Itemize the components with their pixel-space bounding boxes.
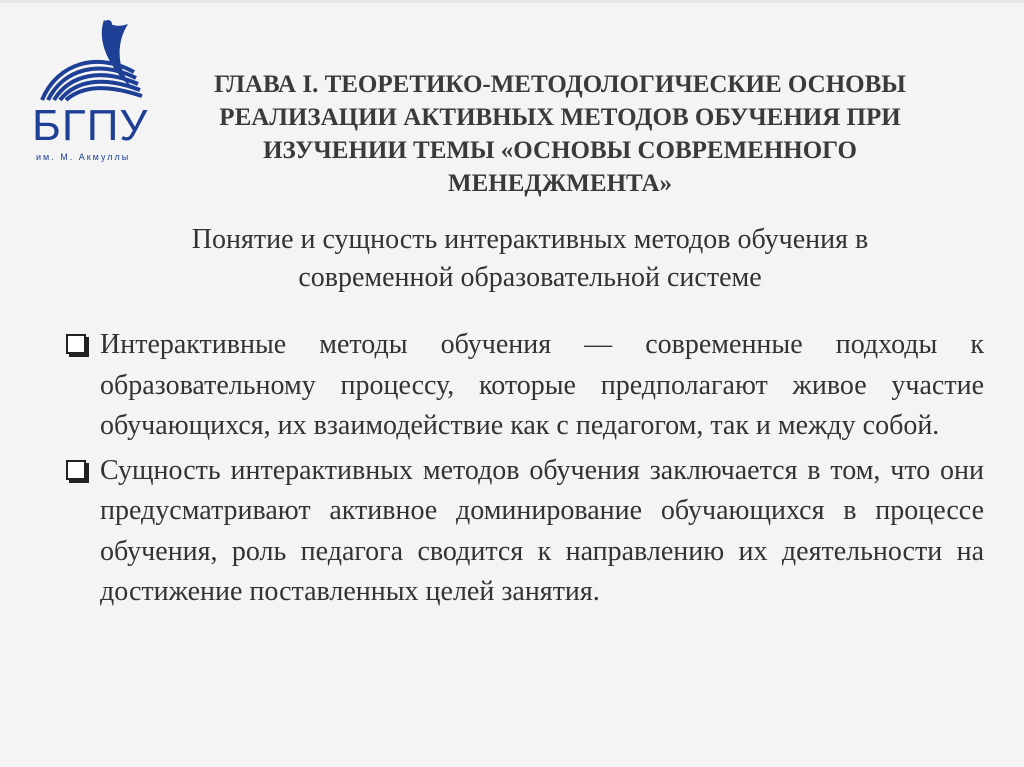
- logo-swoosh-icon: [18, 12, 168, 112]
- chapter-title-line: МЕНЕДЖМЕНТА»: [447, 170, 672, 197]
- subtitle-line: Понятие и сущность интерактивных методов обучения в: [191, 224, 869, 255]
- bullet-item: [62, 325, 984, 447]
- checkbox-bullet-icon: [66, 334, 86, 354]
- logo-subtitle: им. М. Акмуллы: [36, 152, 131, 162]
- subtitle-line: современной образовательной системе: [298, 262, 762, 293]
- bullet-list: [62, 325, 984, 617]
- chapter-title: [170, 68, 950, 200]
- slide-top-border: [0, 0, 1024, 3]
- chapter-title-line: ГЛАВА I. ТЕОРЕТИКО-МЕТОДОЛОГИЧЕСКИЕ ОСНОВЫ: [214, 71, 906, 98]
- bullet-item: [62, 451, 984, 613]
- university-logo: [18, 12, 168, 162]
- bullet-text: Сущность интерактивных методов обучения заключается в том, что они предусматривают активное доминирование обучающихся в процессе обучения, роль педагога сводится к направлению их деятельности на достижение поставленных целей занятия.: [100, 454, 984, 607]
- chapter-title-line: ИЗУЧЕНИИ ТЕМЫ «ОСНОВЫ СОВРЕМЕННОГО: [263, 137, 857, 164]
- checkbox-bullet-icon: [66, 460, 86, 480]
- section-subtitle: [90, 221, 970, 297]
- bullet-text: Интерактивные методы обучения — современные подходы к образовательному процессу, которые предполагают живое участие обучающихся, их взаимодействие как с педагогом, так и между собой.: [100, 329, 984, 441]
- logo-wordmark: БГПУ: [32, 101, 149, 150]
- chapter-title-line: РЕАЛИЗАЦИИ АКТИВНЫХ МЕТОДОВ ОБУЧЕНИЯ ПРИ: [219, 104, 901, 131]
